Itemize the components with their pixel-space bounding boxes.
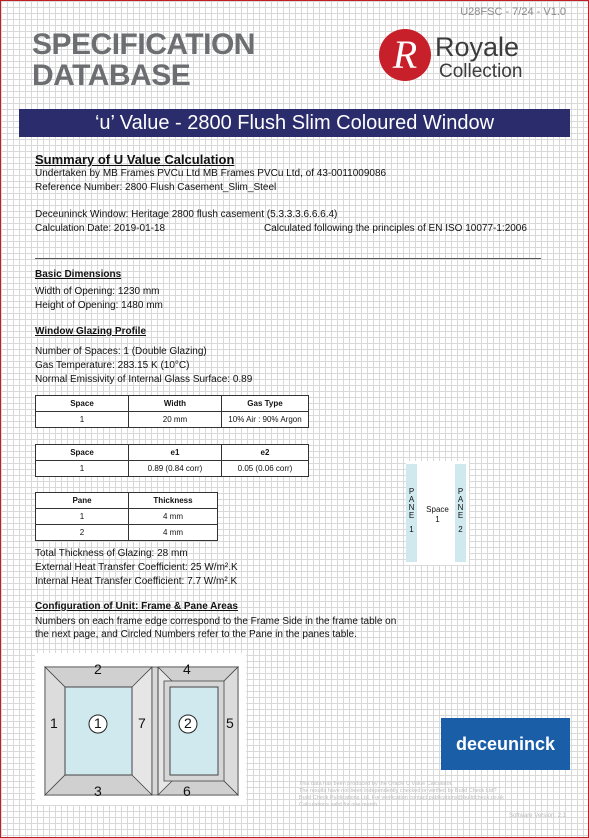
normal-emissivity: Normal Emissivity of Internal Glass Surface: 0.89 [35, 374, 253, 385]
column-header: e2 [222, 445, 309, 461]
frame-label-6: 6 [183, 783, 191, 799]
table-header-row [36, 445, 309, 461]
pane-number: 2 [458, 525, 463, 534]
frame-side-7 [152, 667, 158, 795]
frame-label-2: 2 [94, 661, 102, 677]
pane-2-bar [455, 464, 466, 562]
table-cell: 1 [36, 461, 129, 477]
summary-heading: Summary of U Value Calculation [35, 152, 235, 167]
pane-label-2: 2 [184, 715, 192, 731]
column-header: Width [129, 396, 222, 412]
frame-side-1 [45, 667, 65, 795]
gas-temperature: Gas Temperature: 283.15 K (10°C) [35, 360, 190, 371]
height-of-opening: Height of Opening: 1480 mm [35, 300, 163, 311]
width-of-opening: Width of Opening: 1230 mm [35, 286, 160, 297]
pane-thickness-table [35, 492, 218, 541]
gas-space-table [35, 395, 309, 428]
table-cell: 1 [36, 509, 129, 525]
space-number: 1 [435, 515, 440, 524]
disclaimer-line: The results have not been independently checked or verified by Build Check Ltd? [299, 788, 497, 794]
table-cell: 0.05 (0.06 corr) [222, 461, 309, 477]
dimensions-heading: Basic Dimensions [35, 269, 122, 280]
section-divider [35, 258, 541, 259]
column-header: e1 [129, 445, 222, 461]
page-title [32, 29, 255, 91]
space-label [419, 505, 456, 525]
pane-number: 1 [409, 525, 414, 534]
table-cell: 2 [36, 525, 129, 541]
document-code: U28FSC - 7/24 - V1.0 [460, 6, 566, 18]
emissivity-table [35, 444, 309, 477]
table-header-row [36, 493, 218, 509]
pane-letter: N [408, 503, 415, 512]
pane-1-bar [406, 464, 417, 562]
calculation-date: Calculation Date: 2019-01-18 [35, 223, 166, 234]
frame-label-5: 5 [226, 715, 234, 731]
table-row [36, 461, 309, 477]
glazing-heading: Window Glazing Profile [35, 326, 147, 337]
logo-mark: R [379, 29, 431, 81]
frame-pane-diagram [35, 653, 246, 805]
external-heat-transfer: External Heat Transfer Coefficient: 25 W/m².K [35, 562, 238, 573]
royale-collection-logo [379, 29, 547, 89]
total-thickness: Total Thickness of Glazing: 28 mm [35, 548, 188, 559]
table-cell: 20 mm [129, 412, 222, 428]
configuration-heading: Configuration of Unit: Frame & Pane Areas [35, 601, 238, 612]
table-row [36, 509, 218, 525]
column-header: Pane [36, 493, 129, 509]
pane-letter: P [457, 487, 464, 496]
calculation-method: Calculated following the principles of EN ISO 10077-1:2006 [264, 223, 527, 234]
frame-label-3: 3 [94, 783, 102, 799]
software-version: Software Version: 2.1 [508, 813, 566, 819]
column-header: Space [36, 396, 129, 412]
window-type: Deceuninck Window: Heritage 2800 flush casement (5.3.3.3.6.6.6.4) [35, 209, 338, 220]
pane-space-diagram [406, 461, 469, 565]
reference-number: Reference Number: 2800 Flush Casement_Slim_Steel [35, 182, 277, 193]
disclaimer-line: Build Check Publications Ltd. For verification contact publications@buildcheck.co.uk [299, 795, 504, 801]
number-of-spaces: Number of Spaces: 1 (Double Glazing) [35, 346, 207, 357]
title-line-1: SPECIFICATION [32, 28, 255, 61]
configuration-note-line-2: the next page, and Circled Numbers refer to the Pane in the panes table. [35, 629, 357, 640]
logo-subtitle: Collection [439, 61, 523, 82]
title-banner: ‘u’ Value - 2800 Flush Slim Coloured Window [19, 109, 570, 137]
frame-label-4: 4 [183, 661, 191, 677]
pane-letter: E [457, 511, 464, 520]
table-header-row [36, 396, 309, 412]
table-cell: 0.89 (0.84 corr) [129, 461, 222, 477]
internal-heat-transfer: Internal Heat Transfer Coefficient: 7.7 W/m².K [35, 576, 238, 587]
disclaimer-line: This data has been produced by the Oracle U Value Calculator. [299, 781, 453, 787]
column-header: Thickness [129, 493, 218, 509]
column-header: Space [36, 445, 129, 461]
frame-label-7: 7 [138, 715, 146, 731]
pane-letter: P [408, 487, 415, 496]
pane-letter: E [408, 511, 415, 520]
pane-letter: A [457, 495, 464, 504]
disclaimer-line: Calculations valid for one month. [299, 802, 379, 808]
column-header: Gas Type [222, 396, 309, 412]
table-cell: 1 [36, 412, 129, 428]
deceuninck-logo: deceuninck [441, 718, 570, 770]
table-row [36, 412, 309, 428]
table-cell: 10% Air : 90% Argon [222, 412, 309, 428]
frame-label-1: 1 [50, 715, 58, 731]
table-cell: 4 mm [129, 525, 218, 541]
space-text: Space [426, 505, 449, 514]
logo-name: Royale [435, 32, 520, 62]
pane-label-1: 1 [94, 715, 102, 731]
disclaimer [299, 781, 571, 809]
undertaken-by: Undertaken by MB Frames PVCu Ltd MB Frames PVCu Ltd, of 43-0011009086 [35, 168, 387, 179]
table-cell: 4 mm [129, 509, 218, 525]
pane-letter: N [457, 503, 464, 512]
title-line-2: DATABASE [32, 59, 191, 92]
configuration-note-line-1: Numbers on each frame edge correspond to the Frame Side in the frame table on [35, 616, 397, 627]
pane-letter: A [408, 495, 415, 504]
table-row [36, 525, 218, 541]
